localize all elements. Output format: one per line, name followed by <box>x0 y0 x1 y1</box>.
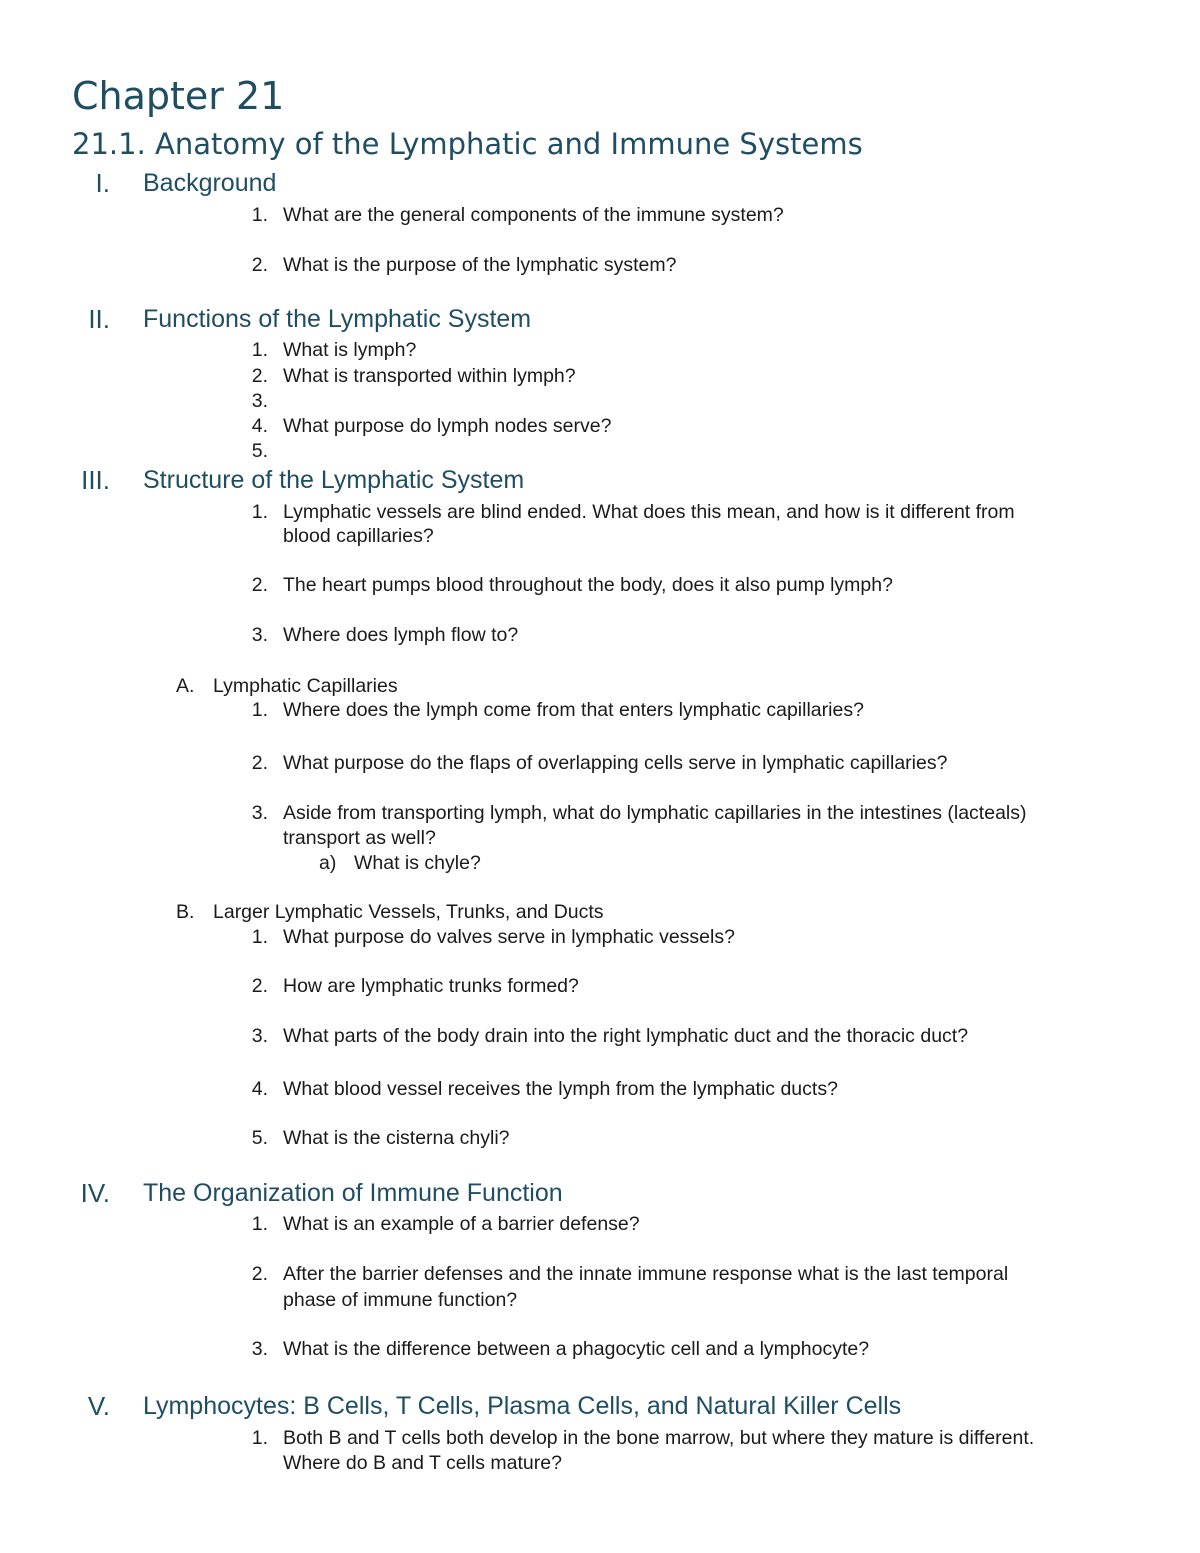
question-text: Lymphatic vessels are blind ended. What does this mean, and how is it different from <box>283 501 1015 523</box>
sub-question-text: What is chyle? <box>354 852 481 874</box>
question-number: 1. <box>251 926 268 948</box>
section-heading: Background <box>143 169 277 197</box>
section-heading: Structure of the Lymphatic System <box>143 466 525 494</box>
question-number: 3. <box>251 1025 268 1047</box>
section-number: I. <box>95 168 110 198</box>
question-number: 1. <box>251 699 268 721</box>
question-number: 2. <box>251 752 268 774</box>
subsection-letter: B. <box>176 901 195 923</box>
question-number: 4. <box>251 415 268 437</box>
subsection-heading: Larger Lymphatic Vessels, Trunks, and Ducts <box>213 901 604 923</box>
question-text: What blood vessel receives the lymph from the lymphatic ducts? <box>283 1078 838 1100</box>
question-text: The heart pumps blood throughout the body, does it also pump lymph? <box>283 574 893 596</box>
chapter-title: Chapter 21 <box>72 74 285 118</box>
question-number: 2. <box>251 1263 268 1285</box>
question-number: 1. <box>251 501 268 523</box>
question-number: 1. <box>251 339 268 361</box>
section-number: III. <box>81 465 110 495</box>
question-text: What parts of the body drain into the right lymphatic duct and the thoracic duct? <box>283 1025 969 1047</box>
question-text: What is transported within lymph? <box>283 365 576 387</box>
question-number: 3. <box>251 624 268 646</box>
subsection-heading: Lymphatic Capillaries <box>213 675 398 697</box>
question-number: 3. <box>251 802 268 824</box>
question-text: What purpose do the flaps of overlapping cells serve in lymphatic capillaries? <box>283 752 948 774</box>
question-number: 3. <box>251 1338 268 1360</box>
question-text: What is the cisterna chyli? <box>283 1127 510 1149</box>
section-heading: Functions of the Lymphatic System <box>143 305 532 333</box>
question-text-continued: Where do B and T cells mature? <box>283 1452 562 1474</box>
subsection-letter: A. <box>176 675 195 697</box>
question-text: What purpose do valves serve in lymphatic vessels? <box>283 926 735 948</box>
sub-question-letter: a) <box>319 852 337 874</box>
question-text-continued: blood capillaries? <box>283 525 434 547</box>
section-number: IV. <box>80 1178 110 1208</box>
question-text: What are the general components of the immune system? <box>283 204 784 226</box>
question-text: What purpose do lymph nodes serve? <box>283 415 612 437</box>
question-text-continued: transport as well? <box>283 827 436 849</box>
question-number: 2. <box>251 254 268 276</box>
question-text: After the barrier defenses and the innate immune response what is the last temporal <box>283 1263 1009 1285</box>
section-heading: Lymphocytes: B Cells, T Cells, Plasma Cells, and Natural Killer Cells <box>143 1392 902 1420</box>
section-title: 21.1. Anatomy of the Lymphatic and Immune Systems <box>72 127 863 161</box>
section-heading: The Organization of Immune Function <box>143 1179 563 1207</box>
question-number: 2. <box>251 975 268 997</box>
section-number: V. <box>87 1391 110 1421</box>
question-number: 1. <box>251 204 268 226</box>
question-number: 5. <box>251 440 268 462</box>
question-text: How are lymphatic trunks formed? <box>283 975 579 997</box>
question-text-continued: phase of immune function? <box>283 1289 518 1311</box>
question-text: What is lymph? <box>283 339 417 361</box>
question-text: What is the purpose of the lymphatic system? <box>283 254 677 276</box>
question-text: Where does lymph flow to? <box>283 624 519 646</box>
question-number: 2. <box>251 574 268 596</box>
section-number: II. <box>88 304 110 334</box>
question-number: 2. <box>251 365 268 387</box>
question-number: 1. <box>251 1427 268 1449</box>
question-text: Both B and T cells both develop in the bone marrow, but where they mature is different. <box>283 1427 1035 1449</box>
question-text: What is an example of a barrier defense? <box>283 1213 640 1235</box>
question-number: 5. <box>251 1127 268 1149</box>
question-number: 3. <box>251 390 268 412</box>
question-text: What is the difference between a phagocytic cell and a lymphocyte? <box>283 1338 870 1360</box>
question-text: Aside from transporting lymph, what do lymphatic capillaries in the intestines (lacteals) <box>283 802 1027 824</box>
question-number: 1. <box>251 1213 268 1235</box>
question-number: 4. <box>251 1078 268 1100</box>
question-text: Where does the lymph come from that enters lymphatic capillaries? <box>283 699 864 721</box>
